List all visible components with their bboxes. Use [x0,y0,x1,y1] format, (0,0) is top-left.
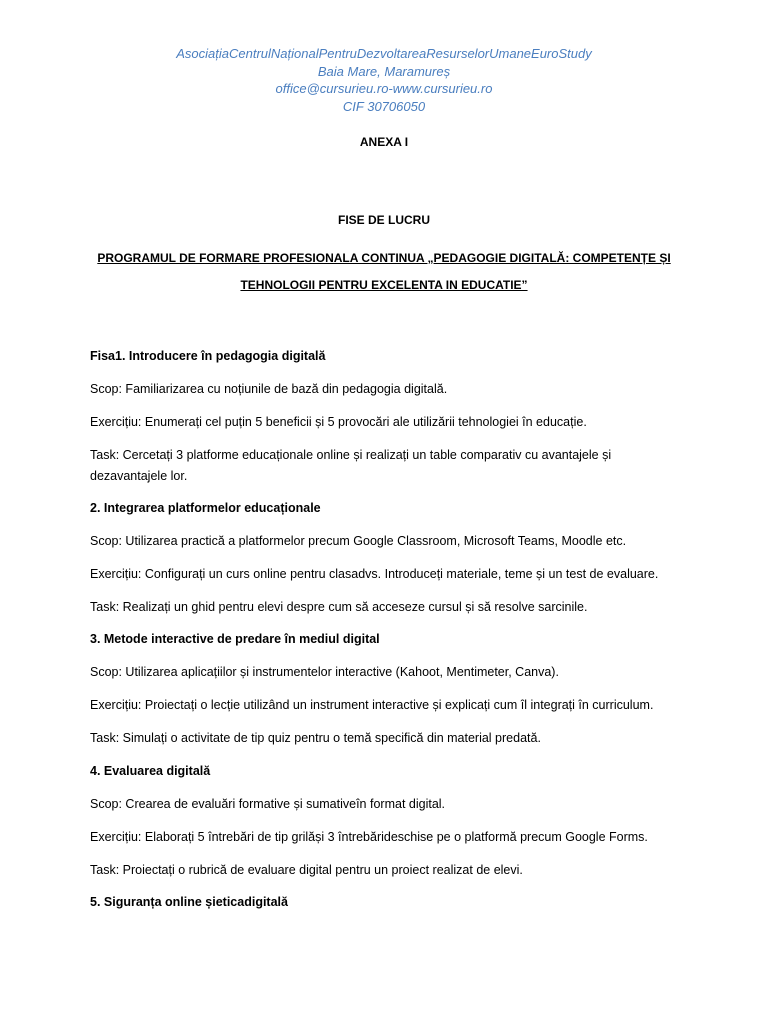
header-contact: office@cursurieu.ro-www.cursurieu.ro [275,81,493,96]
section-task: Task: Proiectați o rubrică de evaluare digital pentru un proiect realizat de elevi. [90,863,523,877]
section-exercitiu: Exercițiu: Configurați un curs online pentru clasadvs. Introduceți materiale, teme și un test de evaluare. [90,567,659,581]
section-scop: Scop: Utilizarea aplicațiilor și instrumentelor interactive (Kahoot, Mentimeter, Canva). [90,665,559,679]
section-exercitiu: Exercițiu: Elaborați 5 întrebări de tip grilăși 3 întrebărideschise pe o platformă precum Google Forms. [90,830,648,844]
section-task: Task: Realizați un ghid pentru elevi despre cum să acceseze cursul și să resolve sarcinile. [90,600,588,614]
header-city: Baia Mare, Maramureș [317,64,451,79]
program-title-line-1: PROGRAMUL DE FORMARE PROFESIONALA CONTINUA „PEDAGOGIE DIGITALĂ: COMPETENȚE ȘI [97,251,671,265]
section-heading: 4. Evaluarea digitală [90,764,211,778]
section-scop: Scop: Utilizarea practică a platformelor precum Google Classroom, Microsoft Teams, Moodle etc. [90,534,627,548]
header-org: AsociațiaCentrulNaționalPentruDezvoltareaResurselorUmaneEuroStudy [176,46,592,61]
annex-label: ANEXA I [359,135,409,149]
section-heading: 5. Siguranța online șieticadigitală [90,895,288,909]
section-exercitiu: Exercițiu: Proiectați o lecție utilizând un instrument interactive și explicați cum îl integrați în curriculum. [90,698,654,712]
section-exercitiu: Exercițiu: Enumerați cel puțin 5 beneficii și 5 provocări ale utilizării tehnologiei în educație. [90,415,587,429]
header-cif: CIF 30706050 [342,99,426,114]
section-heading: 2. Integrarea platformelor educaționale [90,501,321,515]
program-title-line-2: TEHNOLOGII PENTRU EXCELENTA IN EDUCATIE” [240,278,528,292]
section-heading: 3. Metode interactive de predare în mediul digital [90,632,380,646]
document-title: FISE DE LUCRU [337,213,430,227]
section-task: Task: Simulați o activitate de tip quiz pentru o temă specifică din material predată. [90,731,541,745]
section-scop: Scop: Crearea de evaluări formative și sumativeîn format digital. [90,797,446,811]
section-task: Task: Cercetați 3 platforme educaționale online și realizați un table comparativ cu avantajele și dezavantajele lor. [90,448,612,483]
section-heading: Fisa1. Introducere în pedagogia digitală [90,349,326,363]
section-scop: Scop: Familiarizarea cu noțiunile de bază din pedagogia digitală. [90,382,448,396]
